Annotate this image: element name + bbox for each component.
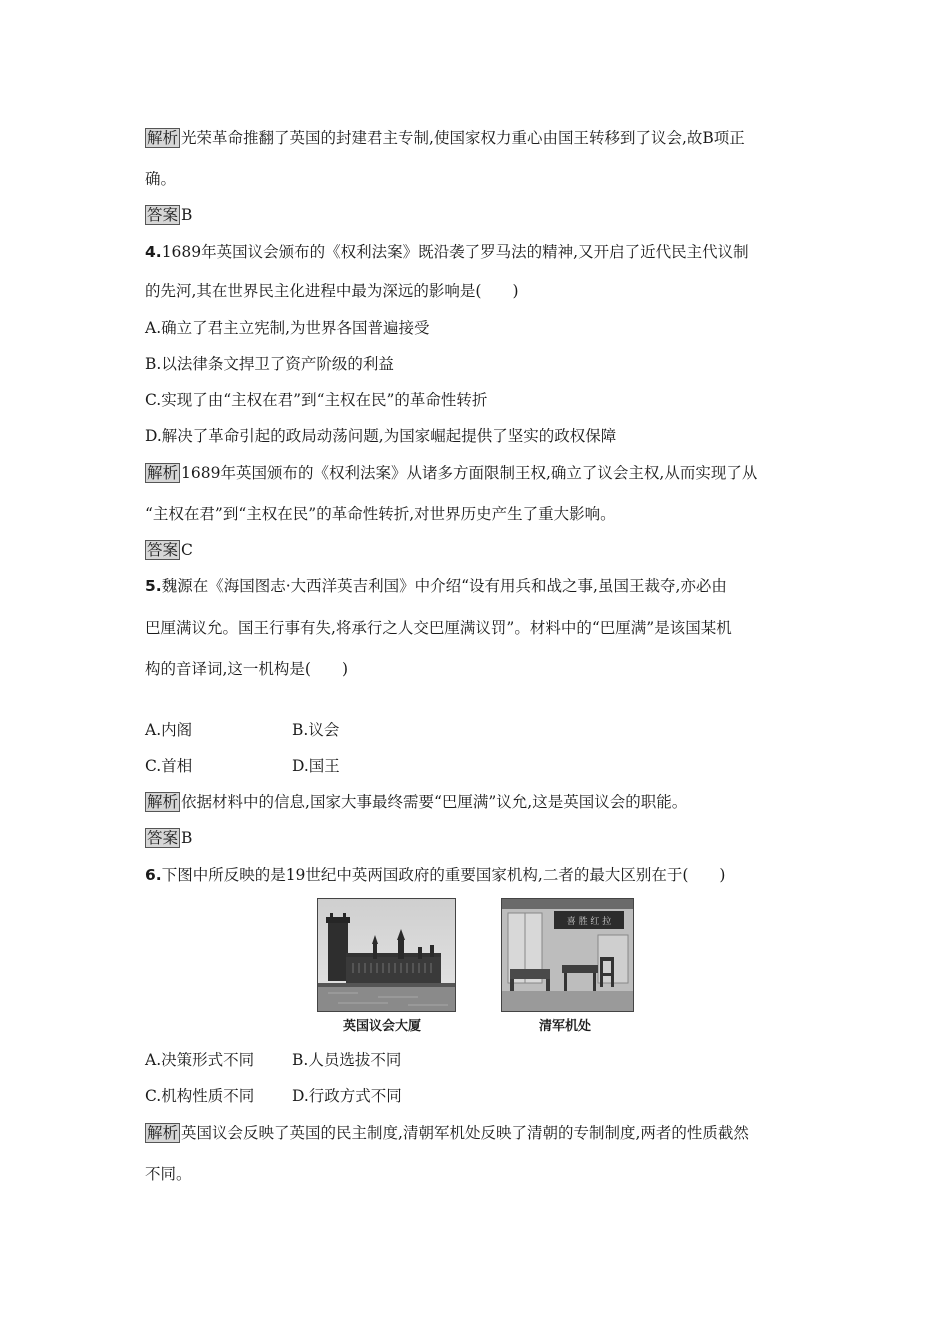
- q3-analysis: [145, 128, 745, 148]
- q4-stem-line1: 1689年英国议会颁布的《权利法案》既沿袭了罗马法的精神,又开启了近代民主代议制: [161, 243, 749, 261]
- q4-analysis-line2: “主权在君”到“主权在民”的革命性转折,对世界历史产生了重大影响。: [145, 505, 616, 523]
- q5-option-c: C.首相: [145, 757, 193, 775]
- q3-analysis-line1: 光荣革命推翻了英国的封建君主专制,使国家权力重心由国王转移到了议会,故B项正: [181, 129, 745, 147]
- q3-answer-value: B: [181, 206, 193, 224]
- q4-stem: [145, 242, 749, 262]
- analysis-tag: 解析: [147, 464, 179, 482]
- q5-option-d: D.国王: [292, 757, 340, 775]
- q6-option-c: C.机构性质不同: [145, 1087, 255, 1105]
- q6-option-d: D.行政方式不同: [292, 1087, 402, 1105]
- q4-stem-line2: 的先河,其在世界民主化进程中最为深远的影响是( ): [145, 282, 519, 300]
- q4-answer-value: C: [181, 541, 193, 559]
- q6-number: 6.: [145, 866, 162, 884]
- q5-answer-value: B: [181, 829, 193, 847]
- q4-option-d: D.解决了革命引起的政局动荡问题,为国家崛起提供了坚实的政权保障: [145, 427, 617, 445]
- q3-analysis-line2: 确。: [145, 170, 177, 188]
- q5-answer: [145, 828, 192, 848]
- q5-stem-line1: 魏源在《海国图志·大西洋英吉利国》中介绍“设有用兵和战之事,虽国王裁夺,亦必由: [161, 577, 727, 595]
- q6-option-a: A.决策形式不同: [145, 1051, 255, 1069]
- answer-tag: 答案: [147, 829, 179, 847]
- q5-analysis: [145, 792, 687, 812]
- q4-analysis: [145, 463, 757, 483]
- q5-stem-line2: 巴厘满议允。国王行事有失,将承行之人交巴厘满议罚”。材料中的“巴厘满”是该国某机: [145, 619, 732, 637]
- q6-analysis-line2: 不同。: [145, 1165, 192, 1183]
- answer-tag: 答案: [147, 206, 179, 224]
- q5-stem: [145, 576, 727, 596]
- q4-option-a: A.确立了君主立宪制,为世界各国普遍接受: [145, 319, 430, 337]
- analysis-tag: 解析: [147, 129, 179, 147]
- parliament-photo: [317, 898, 456, 1012]
- q3-answer: [145, 205, 192, 225]
- q6-stem: [145, 865, 725, 885]
- q6-analysis: [145, 1123, 749, 1143]
- grand-council-image: [502, 899, 633, 1011]
- q5-number: 5.: [145, 577, 162, 595]
- parliament-caption: 英国议会大厦: [343, 1019, 422, 1034]
- analysis-tag: 解析: [147, 793, 179, 811]
- q4-option-c: C.实现了由“主权在君”到“主权在民”的革命性转折: [145, 391, 488, 409]
- q5-option-b: B.议会: [292, 721, 340, 739]
- q5-analysis-line1: 依据材料中的信息,国家大事最终需要“巴厘满”议允,这是英国议会的职能。: [181, 793, 688, 811]
- plaque-text: 喜 胜 红 拉: [566, 917, 612, 927]
- q4-option-b: B.以法律条文捍卫了资产阶级的利益: [145, 355, 394, 373]
- analysis-tag: 解析: [147, 1124, 179, 1142]
- q5-stem-line3: 构的音译词,这一机构是( ): [145, 660, 349, 678]
- q6-stem-line1: 下图中所反映的是19世纪中英两国政府的重要国家机构,二者的最大区别在于( ): [161, 866, 726, 884]
- q4-answer: [145, 540, 193, 560]
- q4-number: 4.: [145, 243, 162, 261]
- answer-tag: 答案: [147, 541, 179, 559]
- q5-option-a: A.内阁: [145, 721, 193, 739]
- grand-council-caption: 清军机处: [539, 1019, 592, 1034]
- parliament-image: [318, 899, 455, 1011]
- grand-council-photo: [501, 898, 634, 1012]
- q6-analysis-line1: 英国议会反映了英国的民主制度,清朝军机处反映了清朝的专制制度,两者的性质截然: [181, 1124, 749, 1142]
- q4-analysis-line1: 1689年英国颁布的《权利法案》从诸多方面限制王权,确立了议会主权,从而实现了从: [181, 464, 758, 482]
- q6-option-b: B.人员选拔不同: [292, 1051, 402, 1069]
